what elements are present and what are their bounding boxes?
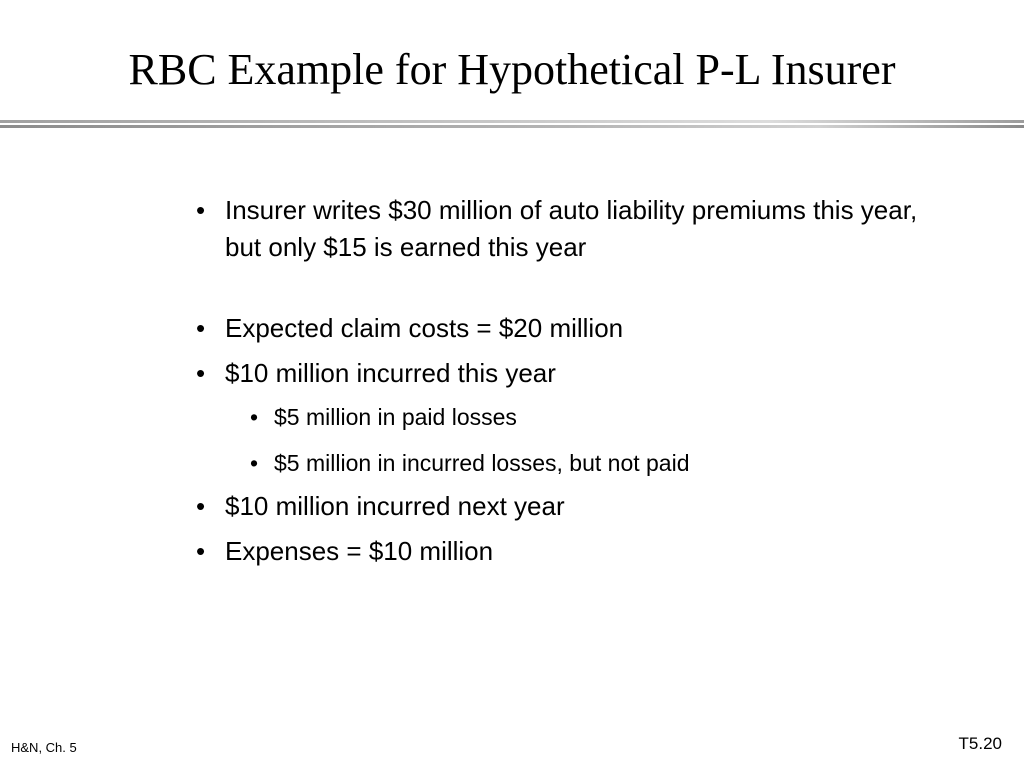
bullet-dot-icon: • (196, 358, 206, 388)
title-divider-line-bottom (0, 125, 1024, 128)
bullet-dot-icon: • (196, 491, 206, 521)
title-divider (0, 118, 1024, 130)
bullet-text: Expected claim costs = $20 million (225, 313, 624, 343)
sub-bullet-text: $5 million in paid losses (274, 404, 517, 430)
bullet-item (196, 488, 956, 525)
bullet-item (196, 355, 956, 392)
bullet-text: $10 million incurred next year (225, 491, 565, 521)
bullet-text: Insurer writes $30 million of auto liability premiums this year, but only $15 is earned this year (225, 195, 918, 262)
sub-bullet-text: $5 million in incurred losses, but not paid (274, 450, 690, 476)
bullet-list (196, 192, 956, 570)
bullet-item (196, 192, 956, 266)
sub-bullet-item (250, 402, 956, 432)
bullet-text: $10 million incurred this year (225, 358, 556, 388)
slide-title: RBC Example for Hypothetical P-L Insurer (128, 45, 896, 94)
title-divider-line-top (0, 120, 1024, 123)
bullet-item (196, 533, 956, 570)
bullet-dot-icon: • (196, 536, 206, 566)
bullet-dot-icon: • (196, 313, 206, 343)
footer-source: H&N, Ch. 5 (11, 740, 77, 755)
bullet-text: Expenses = $10 million (225, 536, 494, 566)
sub-bullet-dot-icon: • (250, 404, 259, 430)
bullet-item (196, 310, 956, 347)
sub-bullet-dot-icon: • (250, 450, 259, 476)
sub-bullet-item (250, 448, 956, 478)
bullet-dot-icon: • (196, 195, 206, 225)
slide-number: T5.20 (958, 734, 1002, 753)
